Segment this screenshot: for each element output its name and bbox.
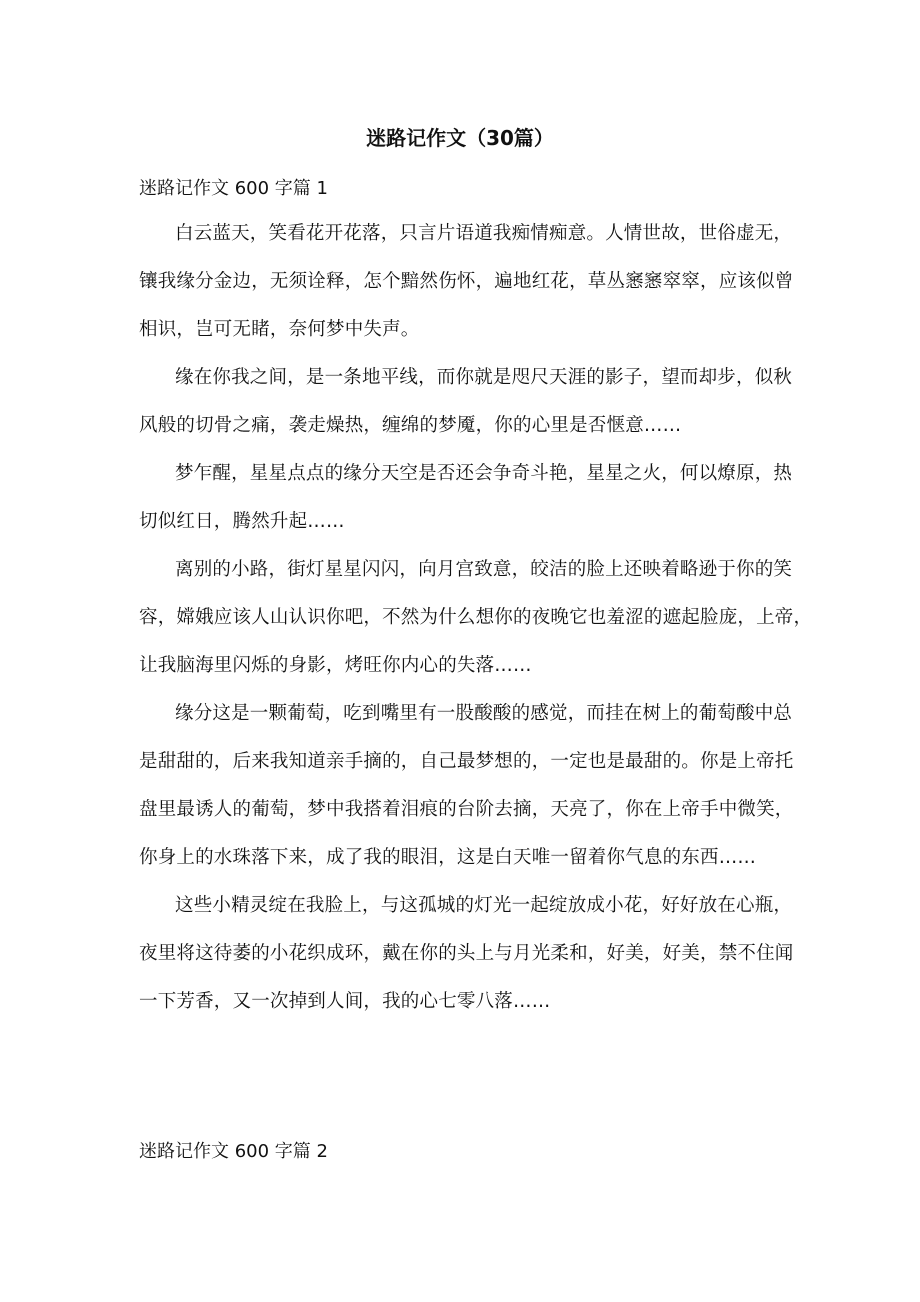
- paragraph-line: 让我脑海里闪烁的身影，烤旺你内心的失落……: [139, 655, 532, 676]
- paragraph-line: 风般的切骨之痛，袭走燥热，缠绵的梦魇，你的心里是否惬意……: [139, 415, 682, 436]
- paragraph-line: 镶我缘分金边，无须诠释，怎个黯然伤怀，遍地红花，草丛窸窸窣窣，应该似曾: [139, 271, 794, 292]
- paragraph-line: 容，嫦娥应该人山认识你吧，不然为什么想你的夜晚它也羞涩的遮起脸庞，上帝，: [139, 607, 813, 628]
- paragraph: [139, 890, 799, 1034]
- paragraph-line: 夜里将这待萎的小花织成环，戴在你的头上与月光柔和，好美，好美，禁不住闻: [139, 943, 794, 964]
- paragraph: [139, 698, 799, 890]
- paragraph: [139, 218, 799, 362]
- paragraph-line: 梦乍醒，星星点点的缘分天空是否还会争奇斗艳，星星之火，何以燎原，热: [175, 463, 793, 484]
- paragraph: [139, 458, 799, 554]
- paragraph-line: 缘分这是一颗葡萄，吃到嘴里有一股酸酸的感觉，而挂在树上的葡萄酸中总: [175, 703, 793, 724]
- paragraph-line: 是甜甜的，后来我知道亲手摘的，自己最梦想的，一定也是最甜的。你是上帝托: [139, 751, 794, 772]
- paragraph-line: 白云蓝天，笑看花开花落，只言片语道我痴情痴意。人情世故，世俗虚无，: [175, 223, 793, 244]
- paragraph-line: 这些小精灵绽在我脸上，与这孤城的灯光一起绽放成小花，好好放在心瓶，: [175, 895, 793, 916]
- paragraph-line: 盘里最诱人的葡萄，梦中我搭着泪痕的台阶去摘，天亮了，你在上帝手中微笑，: [139, 799, 794, 820]
- paragraph-line: 相识，岂可无睹，奈何梦中失声。: [139, 319, 420, 340]
- paragraph: [139, 362, 799, 458]
- essay-body: [139, 218, 813, 1034]
- paragraph-line: 切似红日，腾然升起……: [139, 511, 345, 532]
- section-heading-1: 迷路记作文 600 字篇 1: [139, 178, 328, 199]
- paragraph-line: 缘在你我之间，是一条地平线，而你就是咫尺天涯的影子，望而却步，似秋: [175, 367, 793, 388]
- paragraph-line: 你身上的水珠落下来，成了我的眼泪，这是白天唯一留着你气息的东西……: [139, 847, 757, 868]
- paragraph-line: 一下芳香，又一次掉到人间，我的心七零八落……: [139, 991, 551, 1012]
- paragraph-line: 离别的小路，街灯星星闪闪，向月宫致意，皎洁的脸上还映着略逊于你的笑: [175, 559, 793, 580]
- section-heading-2: 迷路记作文 600 字篇 2: [139, 1141, 328, 1162]
- paragraph: [139, 554, 813, 698]
- document-title: 迷路记作文（30篇）: [366, 126, 554, 150]
